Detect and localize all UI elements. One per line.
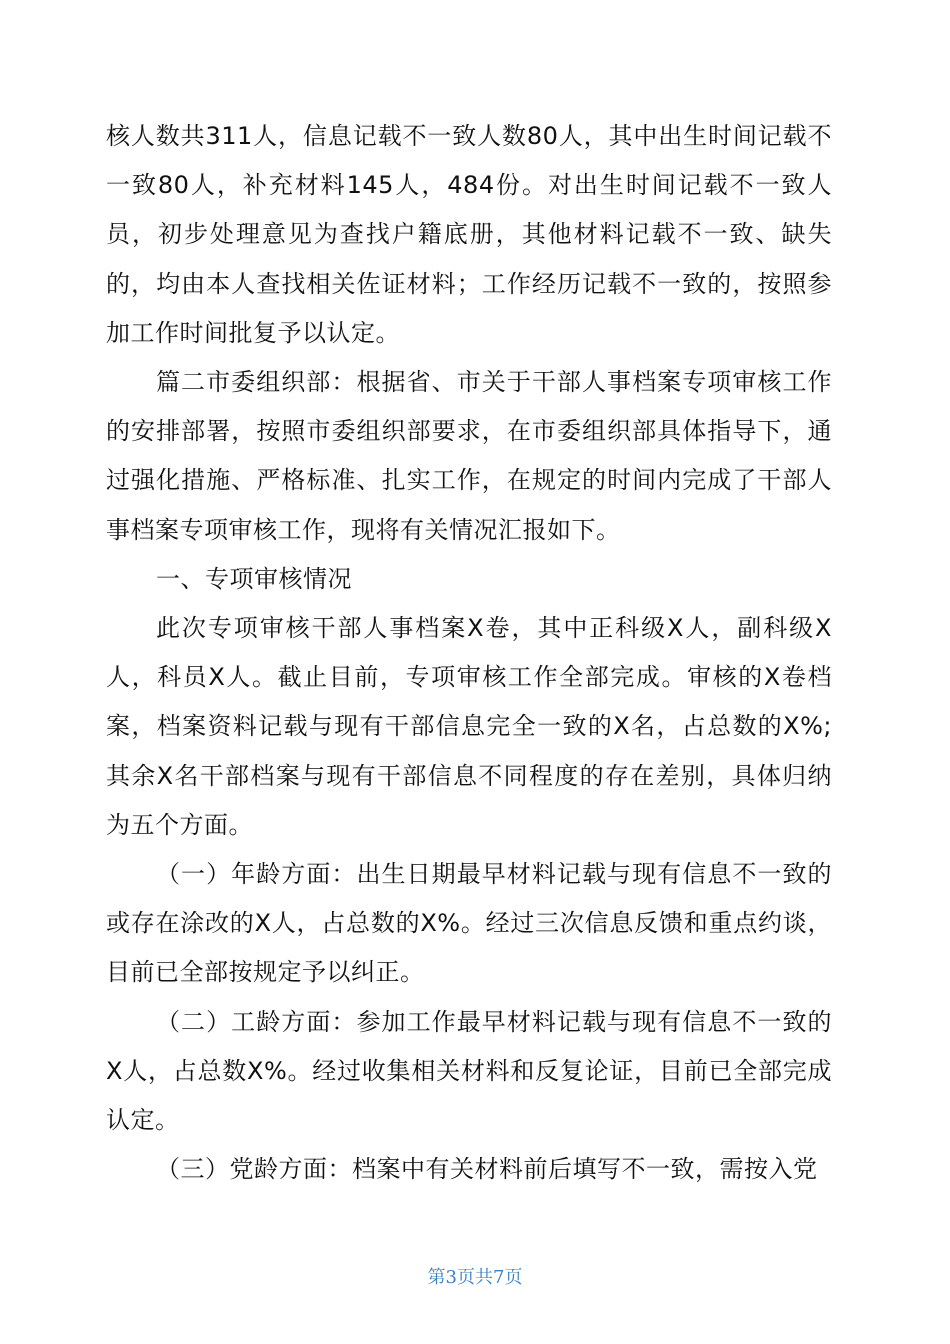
document-body xyxy=(106,112,832,1194)
paragraph-party-years: （三）党龄方面：档案中有关材料前后填写不一致，需按入党 xyxy=(156,1155,818,1184)
paragraph-2: 篇二市委组织部：根据省、市关于干部人事档案专项审核工作的安排部署，按照市委组织部要求，在市委组织部具体指导下，通过强化措施、严格标准、扎实工作，在规定的时间内完成了干部人事档案专项审核工作，现将有关情况汇报如下。 xyxy=(106,368,832,544)
paragraph-3: 此次专项审核干部人事档案X卷，其中正科级X人，副科级X人，科员X人。截止目前，专项审核工作全部完成。审核的X卷档案，档案资料记载与现有干部信息完全一致的X名，占总数的X%;其余X名干部档案与现有干部信息不同程度的存在差别，具体归纳为五个方面。 xyxy=(106,614,832,839)
paragraph-1: 核人数共311人，信息记载不一致人数80人，其中出生时间记载不一致80人，补充材料145人，484份。对出生时间记载不一致人员，初步处理意见为查找户籍底册，其他材料记载不一致、缺失的，均由本人查找相关佐证材料；工作经历记载不一致的，按照参加工作时间批复予以认定。 xyxy=(106,122,832,347)
page-number-footer: 第3页共7页 xyxy=(427,1267,523,1288)
paragraph-work-years: （二）工龄方面：参加工作最早材料记载与现有信息不一致的X人，占总数X%。经过收集相关材料和反复论证，目前已全部完成认定。 xyxy=(106,1007,832,1135)
paragraph-age: （一）年龄方面：出生日期最早材料记载与现有信息不一致的或存在涂改的X人，占总数的X%。经过三次信息反馈和重点约谈，目前已全部按规定予以纠正。 xyxy=(106,860,832,987)
section-heading: 一、专项审核情况 xyxy=(156,564,352,593)
